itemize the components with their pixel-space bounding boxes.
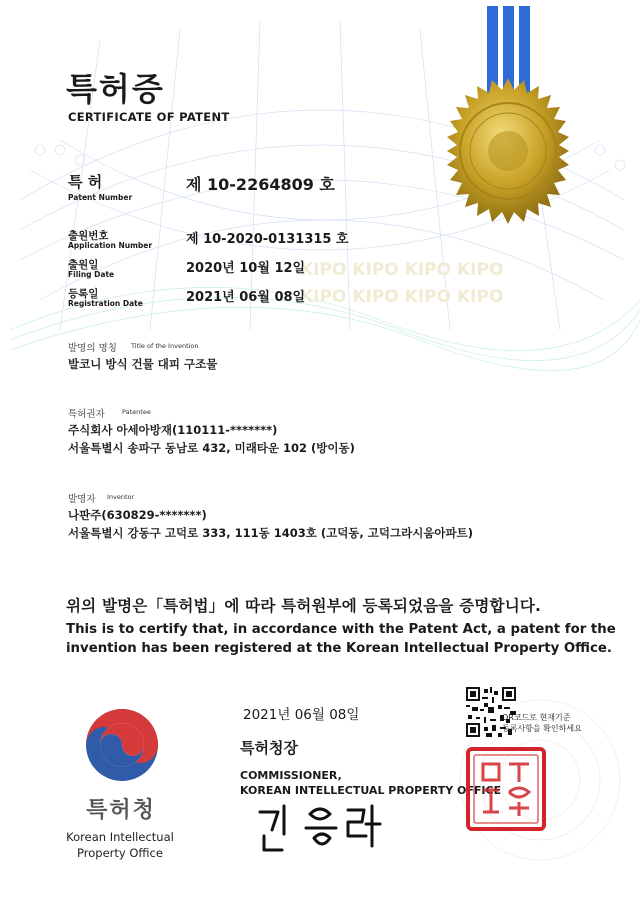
office-name-en-line2: Property Office <box>77 846 163 860</box>
application-number-label-en: Application Number <box>68 241 153 250</box>
certificate-subtitle: CERTIFICATE OF PATENT <box>68 110 230 124</box>
kipo-emblem-icon <box>82 705 162 785</box>
inventor-address: 서울특별시 강동구 고덕로 333, 111동 1403호 (고덕동, 고덕그라시움아파트) <box>68 526 474 540</box>
certification-text-ko: 위의 발명은「특허법」에 따라 특허원부에 등록되었음을 증명합니다. <box>66 597 542 615</box>
office-name-en <box>50 829 190 861</box>
invention-title-label: 발명의 명칭 <box>68 343 117 354</box>
patent-number-label-en: Patent Number <box>68 193 133 202</box>
certification-text-en <box>66 620 616 658</box>
filing-date-label: 출원일 <box>68 259 99 271</box>
application-number-value: 제 10-2020-0131315 호 <box>186 232 349 247</box>
certification-text-en-line1: This is to certify that, in accordance with the Patent Act, a patent for the <box>66 622 616 637</box>
inventor-name: 나판주(630829-*******) <box>68 508 207 522</box>
official-stamp <box>465 746 547 832</box>
registration-date-label: 등록일 <box>68 288 99 300</box>
issue-date: 2021년 06월 08일 <box>243 707 360 723</box>
svg-text:KIPO KIPO KIPO KIPO: KIPO KIPO KIPO KIPO <box>300 287 504 307</box>
registration-date-value: 2021년 06월 08일 <box>186 290 306 305</box>
patentee-label-en: Patentee <box>122 408 151 416</box>
certification-text-en-line2: invention has been registered at the Korean Intellectual Property Office. <box>66 641 612 656</box>
patentee-address: 서울특별시 송파구 동남로 432, 미래타운 102 (방이동) <box>68 441 355 455</box>
svg-text:KIPO KIPO KIPO KIPO: KIPO KIPO KIPO KIPO <box>300 260 504 280</box>
patentee-label: 특허권자 <box>68 409 105 420</box>
qr-note-line1: QR코드로 현재기준 <box>502 713 571 722</box>
application-number-label: 출원번호 <box>68 230 109 242</box>
office-name-ko: 특허청 <box>86 798 156 823</box>
office-name-en-line1: Korean Intellectual <box>66 830 174 844</box>
invention-title: 발코니 방식 건물 대피 구조물 <box>68 357 218 371</box>
qr-note <box>502 712 582 734</box>
gold-seal-icon <box>430 76 586 232</box>
filing-date-value: 2020년 10월 12일 <box>186 261 306 276</box>
commissioner-title-en-line1: COMMISSIONER, <box>240 769 342 782</box>
patentee-name: 주식회사 아세아방재(110111-*******) <box>68 423 278 437</box>
commissioner-signature <box>250 800 390 856</box>
inventor-label-en: Inventor <box>107 493 135 501</box>
commissioner-title-en <box>240 768 501 798</box>
commissioner-title-en-line2: KOREAN INTELLECTUAL PROPERTY OFFICE <box>240 784 502 797</box>
patent-number-value: 제 10-2264809 호 <box>186 175 335 194</box>
patent-number-label: 특 허 <box>68 173 103 191</box>
registration-date-label-en: Registration Date <box>68 299 143 308</box>
filing-date-label-en: Filing Date <box>68 270 115 279</box>
commissioner-title-ko: 특허청장 <box>240 739 298 757</box>
inventor-label: 발명자 <box>68 494 96 505</box>
qr-note-line2: 등록사항을 확인하세요 <box>502 724 582 733</box>
invention-title-label-en: Title of the Invention <box>131 342 199 350</box>
certificate-title: 특허증 <box>66 70 165 108</box>
